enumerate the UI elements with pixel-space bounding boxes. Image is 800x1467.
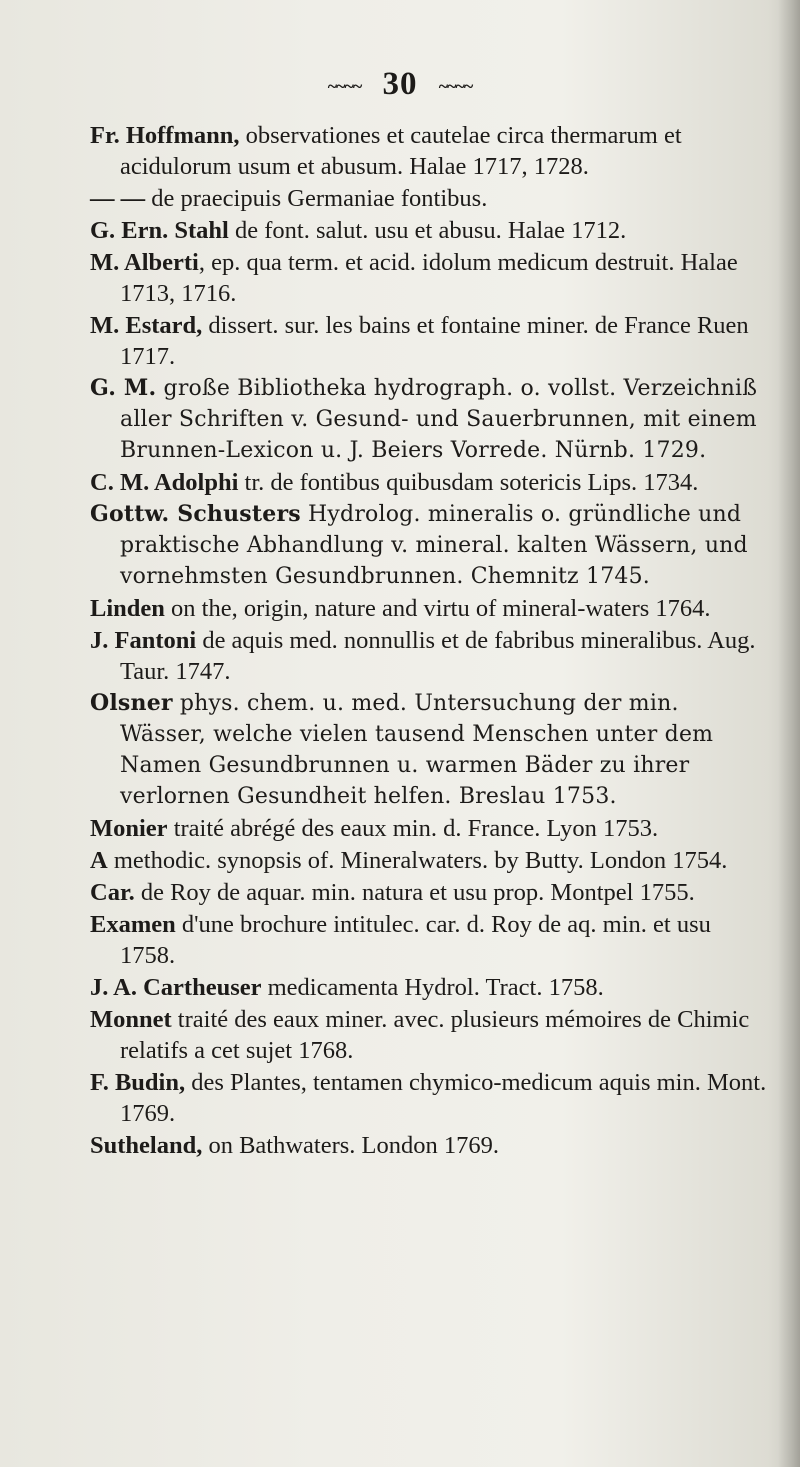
entry-author: M. Estard, [90,312,203,339]
entry-text: de praecipuis Germaniae fontibus. [145,185,488,212]
entry-author: J. A. Cartheuser [90,974,262,1001]
bibliography-entry [90,467,770,498]
bibliography-list [90,120,770,1162]
entry-text: , ep. qua term. et acid. idolum medicum destruit. Halae 1713, 1716. [120,249,738,307]
ornament-left: ~~~~ [327,75,362,96]
bibliography-entry [90,120,770,182]
ornament-right: ~~~~ [438,75,473,96]
entry-author: A [90,847,108,874]
bibliography-entry [90,373,770,466]
entry-author: — — [90,185,146,212]
entry-text: traité abrégé des eaux min. d. France. Lyon 1753. [167,815,659,842]
entry-text: tr. de fontibus quibusdam sotericis Lips. 1734. [238,469,699,496]
entry-text: observationes et cautelae circa thermarum et acidulorum usum et abusum. Halae 1717, 1728. [120,122,682,180]
bibliography-entry [90,909,770,971]
bibliography-entry [90,1130,770,1161]
entry-author: Car. [90,879,135,906]
bibliography-entry [90,183,770,214]
entry-text: methodic. synopsis of. Mineralwaters. by Butty. London 1754. [107,847,728,874]
page-header [0,66,800,103]
entry-author: Sutheland, [90,1132,203,1159]
bibliography-entry [90,593,770,624]
bibliography-entry [90,247,770,309]
entry-text: on Bathwaters. London 1769. [202,1132,500,1159]
bibliography-entry [90,972,770,1003]
bibliography-entry [90,877,770,908]
entry-author: Examen [90,911,176,938]
entry-author: Linden [90,595,165,622]
bibliography-entry [90,845,770,876]
entry-text: traité des eaux miner. avec. plusieurs mémoires de Chimic relatifs a cet sujet 1768. [120,1006,750,1064]
entry-author: F. Budin, [90,1069,186,1096]
entry-author: Olsner [90,690,173,716]
bibliography-entry [90,1067,770,1129]
bibliography-entry [90,310,770,372]
bibliography-entry [90,215,770,246]
bibliography-entry [90,625,770,687]
entry-text: de font. salut. usu et abusu. Halae 1712. [228,217,627,244]
entry-author: Fr. Hoffmann, [90,122,240,149]
entry-text: on the, origin, nature and virtu of mineral-waters 1764. [164,595,711,622]
entry-text: Hydrolog. mineralis o. gründliche und praktische Abhandlung v. mineral. kalten Wässern, und vornehmsten Gesundbrunnen. Chemnitz 1745. [120,502,748,589]
entry-author: Monier [90,815,168,842]
entry-text: d'une brochure intitulec. car. d. Roy de aq. min. et usu 1758. [120,911,711,969]
entry-author: M. Alberti [90,249,199,276]
entry-author: J. Fantoni [90,627,197,654]
entry-author: Monnet [90,1006,172,1033]
entry-text: phys. chem. u. med. Untersuchung der min. Wässer, welche vielen tausend Menschen unter dem Namen Gesundbrunnen u. warmen Bäder zu ihrer verlornen Gesundheit helfen. Breslau 1753. [120,691,714,809]
page-number: 30 [382,66,418,102]
entry-author: Gottw. Schusters [90,501,301,527]
bibliography-entry [90,813,770,844]
entry-author: G. Ern. Stahl [90,217,229,244]
bibliography-entry [90,1004,770,1066]
entry-text: große Bibliotheka hydrograph. o. vollst. Verzeichniß aller Schriften v. Gesund- und Sauerbrunnen, mit einem Brunnen-Lexicon u. J. Beiers Vorrede. Nürnb. 1729. [120,376,758,463]
bibliography-entry [90,688,770,812]
entry-author: C. M. Adolphi [90,469,239,496]
entry-text: de Roy de aquar. min. natura et usu prop. Montpel 1755. [134,879,695,906]
entry-author: G. M. [90,375,157,401]
entry-text: de aquis med. nonnullis et de fabribus mineralibus. Aug. Taur. 1747. [120,627,756,685]
entry-text: des Plantes, tentamen chymico-medicum aquis min. Mont. 1769. [120,1069,767,1127]
bibliography-entry [90,499,770,592]
page-edge-shadow [778,0,800,1467]
entry-text: medicamenta Hydrol. Tract. 1758. [261,974,604,1001]
entry-text: dissert. sur. les bains et fontaine miner. de France Ruen 1717. [120,312,749,370]
